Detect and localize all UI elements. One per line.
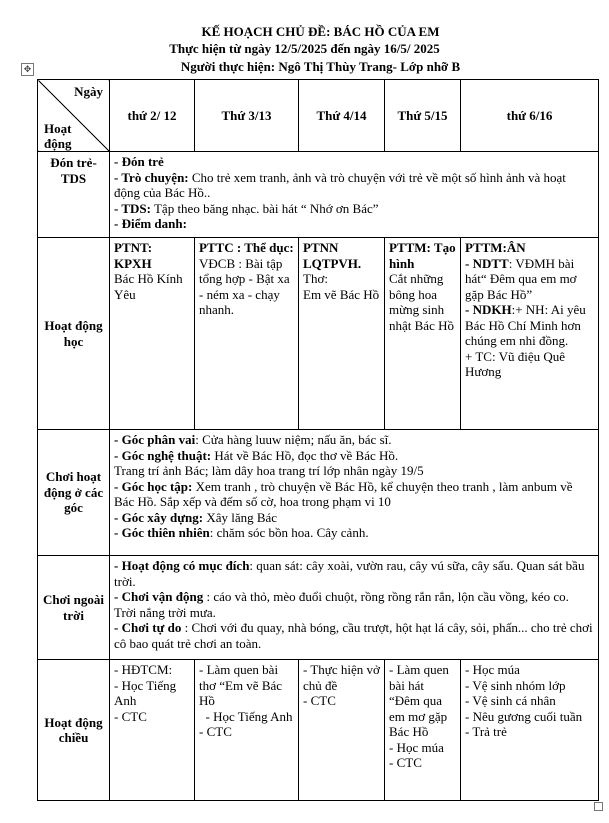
corner-cell bbox=[38, 80, 110, 152]
row-don-tre bbox=[38, 152, 599, 238]
corner-activity-label: Hoạt động bbox=[44, 121, 72, 151]
choi-ngoai-troi-content: - Hoạt động có mục đích: quan sát: cây xoài, vườn rau, cây vú sữa, cây sấu. Quan sát bầu trời. - Chơi vận động : cáo và thỏ, mèo đuổi chuột, rồng rồng rắn rắn, lộn cầu vồng, kéo co. Trời nắng trời mưa. - Chơi tự do : Chơi với đu quay, nhà bóng, cầu trượt, hột hạt lá cây, sỏi, phấn... cho trẻ chơi cô bao quát trẻ chơi an toàn. bbox=[110, 556, 599, 660]
plan-person: Người thực hiện: Ngô Thị Thùy Trang- Lớp nhỡ B bbox=[180, 59, 461, 74]
weekly-plan-table bbox=[37, 79, 599, 801]
hoc-mon: PTNT: KPXH Bác Hồ Kính Yêu bbox=[110, 238, 195, 430]
corner-day-label: Ngày bbox=[74, 84, 103, 99]
table-resize-handle-icon[interactable] bbox=[594, 802, 603, 811]
row-label-choi-goc: Chơi hoạt động ở các góc bbox=[38, 430, 110, 556]
day-header-wed: Thứ 4/14 bbox=[299, 80, 385, 152]
choi-goc-content: - Góc phân vai: Cửa hàng luuw niệm; nấu ăn, bác sĩ. - Góc nghệ thuật: Hát về Bác Hồ, đọc thơ về Bác Hồ. Trang trí ảnh Bác; làm dây hoa trang trí lớp nhân ngày 19/5 - Góc học tập: Xem tranh , trò chuyện về Bác Hồ, kể chuyện theo tranh , làm anbum về Bác Hồ. Sắp xếp và đếm số cờ, hoa trong phạm vi 10 - Góc xây dựng: Xây lăng Bác - Góc thiên nhiên: chăm sóc bồn hoa. Cây cảnh. bbox=[110, 430, 599, 556]
row-hoat-dong-hoc bbox=[38, 238, 599, 430]
chieu-wed: - Thực hiện vở chủ đề - CTC bbox=[299, 660, 385, 801]
day-header-mon: thứ 2/ 12 bbox=[110, 80, 195, 152]
day-header-thu: Thứ 5/15 bbox=[385, 80, 461, 152]
hoc-thu: PTTM: Tạo hình Cắt những bông hoa mừng sinh nhật Bác Hồ bbox=[385, 238, 461, 430]
hoc-fri: PTTM:ÂN - NDTT: VĐMH bài hát“ Đêm qua em mơ gặp Bác Hồ” - NDKH:+ NH: Ai yêu Bác Hồ Chí Minh hơn chúng em nhi đồng. + TC: Vũ điệu Quê Hương bbox=[461, 238, 599, 430]
hoc-wed: PTNN LQTPVH. Thơ: Em vẽ Bác Hồ bbox=[299, 238, 385, 430]
plan-dates: Thực hiện từ ngày 12/5/2025 đến ngày 16/5/ 2025 bbox=[169, 41, 440, 56]
table-move-handle-icon[interactable]: ✥ bbox=[21, 63, 34, 76]
row-label-don-tre: Đón trẻ- TDS bbox=[38, 152, 110, 238]
row-label-choi-ngoai-troi: Chơi ngoài trời bbox=[38, 556, 110, 660]
table-header-row bbox=[38, 80, 599, 152]
don-tre-content: - Đón trẻ - Trò chuyện: Cho trẻ xem tranh, ảnh và trò chuyện với trẻ về một số hình ảnh và hoạt động của Bác Hồ.. - TDS: Tập theo băng nhạc. bài hát “ Nhớ ơn Bác” - Điểm danh: bbox=[110, 152, 599, 238]
row-choi-goc bbox=[38, 430, 599, 556]
chieu-mon: - HĐTCM: - Học Tiếng Anh - CTC bbox=[110, 660, 195, 801]
hoc-tue: PTTC : Thể dục: VĐCB : Bài tập tổng hợp - Bật xa - ném xa - chạy nhanh. bbox=[195, 238, 299, 430]
chieu-thu: - Làm quen bài hát “Đêm qua em mơ gặp Bác Hồ - Học múa - CTC bbox=[385, 660, 461, 801]
plan-title: KẾ HOẠCH CHỦ ĐỀ: BÁC HỒ CỦA EM bbox=[201, 24, 440, 39]
chieu-tue: - Làm quen bài thơ “Em vẽ Bác Hồ - Học Tiếng Anh - CTC bbox=[195, 660, 299, 801]
row-label-hoat-dong-chieu: Hoạt động chiều bbox=[38, 660, 110, 801]
row-label-hoat-dong-hoc: Hoạt động học bbox=[38, 238, 110, 430]
row-choi-ngoai-troi bbox=[38, 556, 599, 660]
row-hoat-dong-chieu bbox=[38, 660, 599, 801]
day-header-fri: thứ 6/16 bbox=[461, 80, 599, 152]
chieu-fri: - Học múa - Vệ sinh nhóm lớp - Vệ sinh cá nhân - Nêu gương cuối tuần - Trả trẻ bbox=[461, 660, 599, 801]
day-header-tue: Thứ 3/13 bbox=[195, 80, 299, 152]
